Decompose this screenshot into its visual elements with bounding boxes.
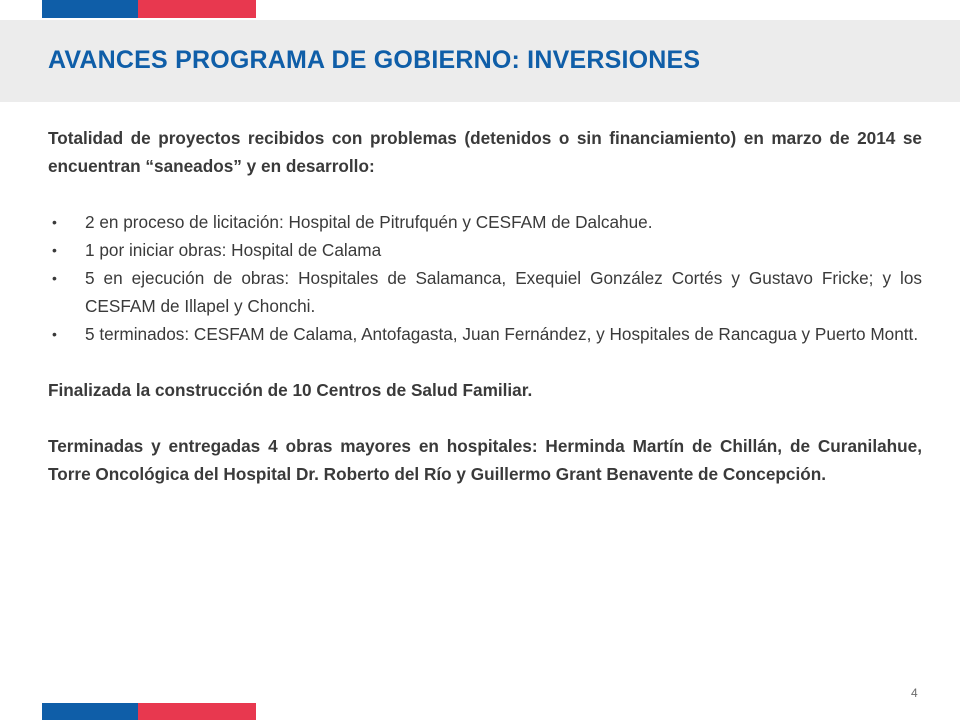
- bullet-icon: •: [52, 242, 57, 258]
- spacer: [48, 404, 922, 432]
- summary-centros: Finalizada la construcción de 10 Centros de Salud Familiar.: [48, 380, 533, 400]
- list-item: [48, 320, 922, 348]
- flag-stripe-blue: [42, 0, 138, 18]
- list-item-text: 5 en ejecución de obras: Hospitales de Salamanca, Exequiel González Cortés y Gustavo Fricke; y los CESFAM de Illapel y Chonchi.: [85, 268, 922, 316]
- summary-hospitales: Terminadas y entregadas 4 obras mayores en hospitales: Herminda Martín de Chillán, de Curanilahue, Torre Oncológica del Hospital Dr. Roberto del Río y Guillermo Grant Benavente de Concepción.: [48, 436, 922, 484]
- page-number: 4: [911, 686, 918, 700]
- flag-stripe-blue: [42, 703, 138, 720]
- bullet-icon: •: [52, 214, 57, 230]
- flag-stripe-top: [42, 0, 256, 18]
- slide-body: [48, 124, 922, 488]
- list-item: [48, 208, 922, 236]
- list-item-text: 2 en proceso de licitación: Hospital de Pitrufquén y CESFAM de Dalcahue.: [85, 212, 653, 232]
- bullet-list: [48, 208, 922, 348]
- spacer: [48, 348, 922, 376]
- flag-stripe-red: [138, 703, 256, 720]
- list-item: [48, 264, 922, 320]
- list-item-text: 5 terminados: CESFAM de Calama, Antofagasta, Juan Fernández, y Hospitales de Rancagua y Puerto Montt.: [85, 324, 919, 344]
- list-item: [48, 236, 922, 264]
- list-item-text: 1 por iniciar obras: Hospital de Calama: [85, 240, 382, 260]
- bullet-icon: •: [52, 270, 57, 286]
- flag-stripe-red: [138, 0, 256, 18]
- flag-stripe-bottom: [42, 703, 256, 720]
- intro-paragraph: Totalidad de proyectos recibidos con problemas (detenidos o sin financiamiento) en marzo de 2014 se encuentran “saneados” y en desarrollo:: [48, 128, 922, 176]
- bullet-icon: •: [52, 326, 57, 342]
- slide-title: AVANCES PROGRAMA DE GOBIERNO: INVERSIONES: [48, 46, 701, 74]
